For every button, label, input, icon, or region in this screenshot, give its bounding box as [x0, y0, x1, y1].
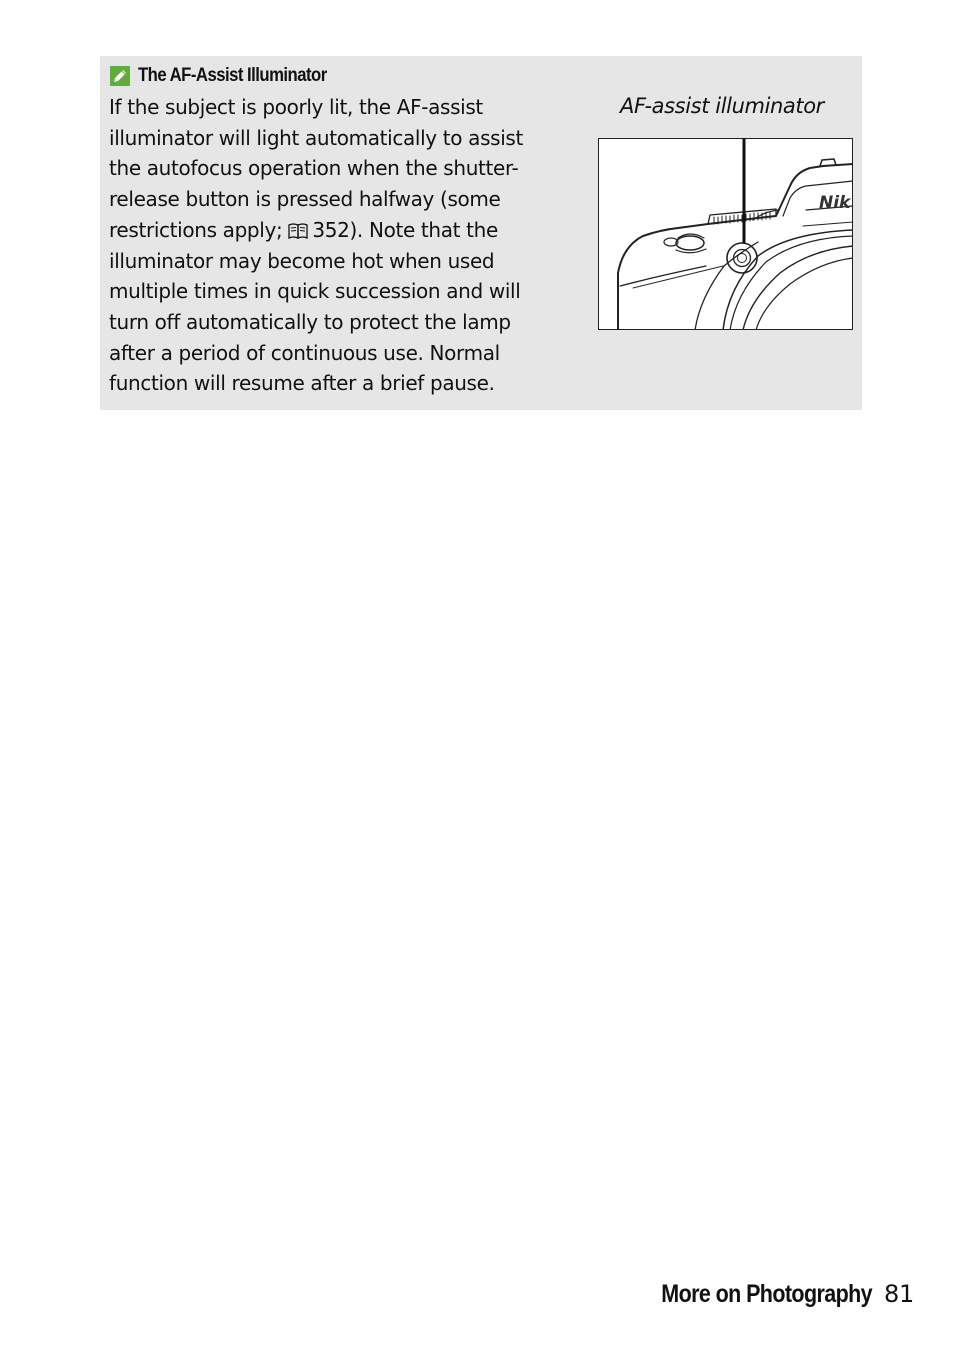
note-line: after a period of continuous use. Normal	[109, 340, 500, 365]
pencil-note-icon	[110, 66, 130, 86]
book-reference-icon	[288, 222, 308, 239]
note-line-with-reference	[109, 215, 579, 246]
section-name: More on Photography	[661, 1279, 873, 1308]
note-line: illuminator may become hot when used	[109, 248, 495, 273]
note-box	[100, 56, 862, 410]
note-line-tail: ). Note that the	[349, 217, 498, 242]
note-line: release button is pressed halfway (some	[109, 187, 501, 212]
note-line: function will resume after a brief pause.	[109, 371, 495, 396]
brand-logo-text: Nik	[819, 193, 851, 213]
note-line: multiple times in quick succession and will	[109, 279, 521, 304]
reference-page[interactable]: 352	[312, 217, 350, 242]
note-line: illuminator will light automatically to assist	[109, 125, 523, 150]
note-line-start: restrictions apply;	[109, 217, 283, 242]
figure-caption: AF-assist illuminator	[620, 94, 824, 118]
note-title: The AF-Assist Illuminator	[138, 65, 327, 86]
note-line: If the subject is poorly lit, the AF-assist	[109, 95, 483, 119]
page-footer	[627, 1277, 914, 1311]
note-line: turn off automatically to protect the lamp	[109, 309, 511, 334]
note-line: the autofocus operation when the shutter-	[109, 156, 519, 181]
note-body	[109, 92, 579, 399]
page-number: 81	[884, 1280, 914, 1308]
note-heading	[110, 64, 352, 88]
camera-illustration	[598, 138, 853, 330]
